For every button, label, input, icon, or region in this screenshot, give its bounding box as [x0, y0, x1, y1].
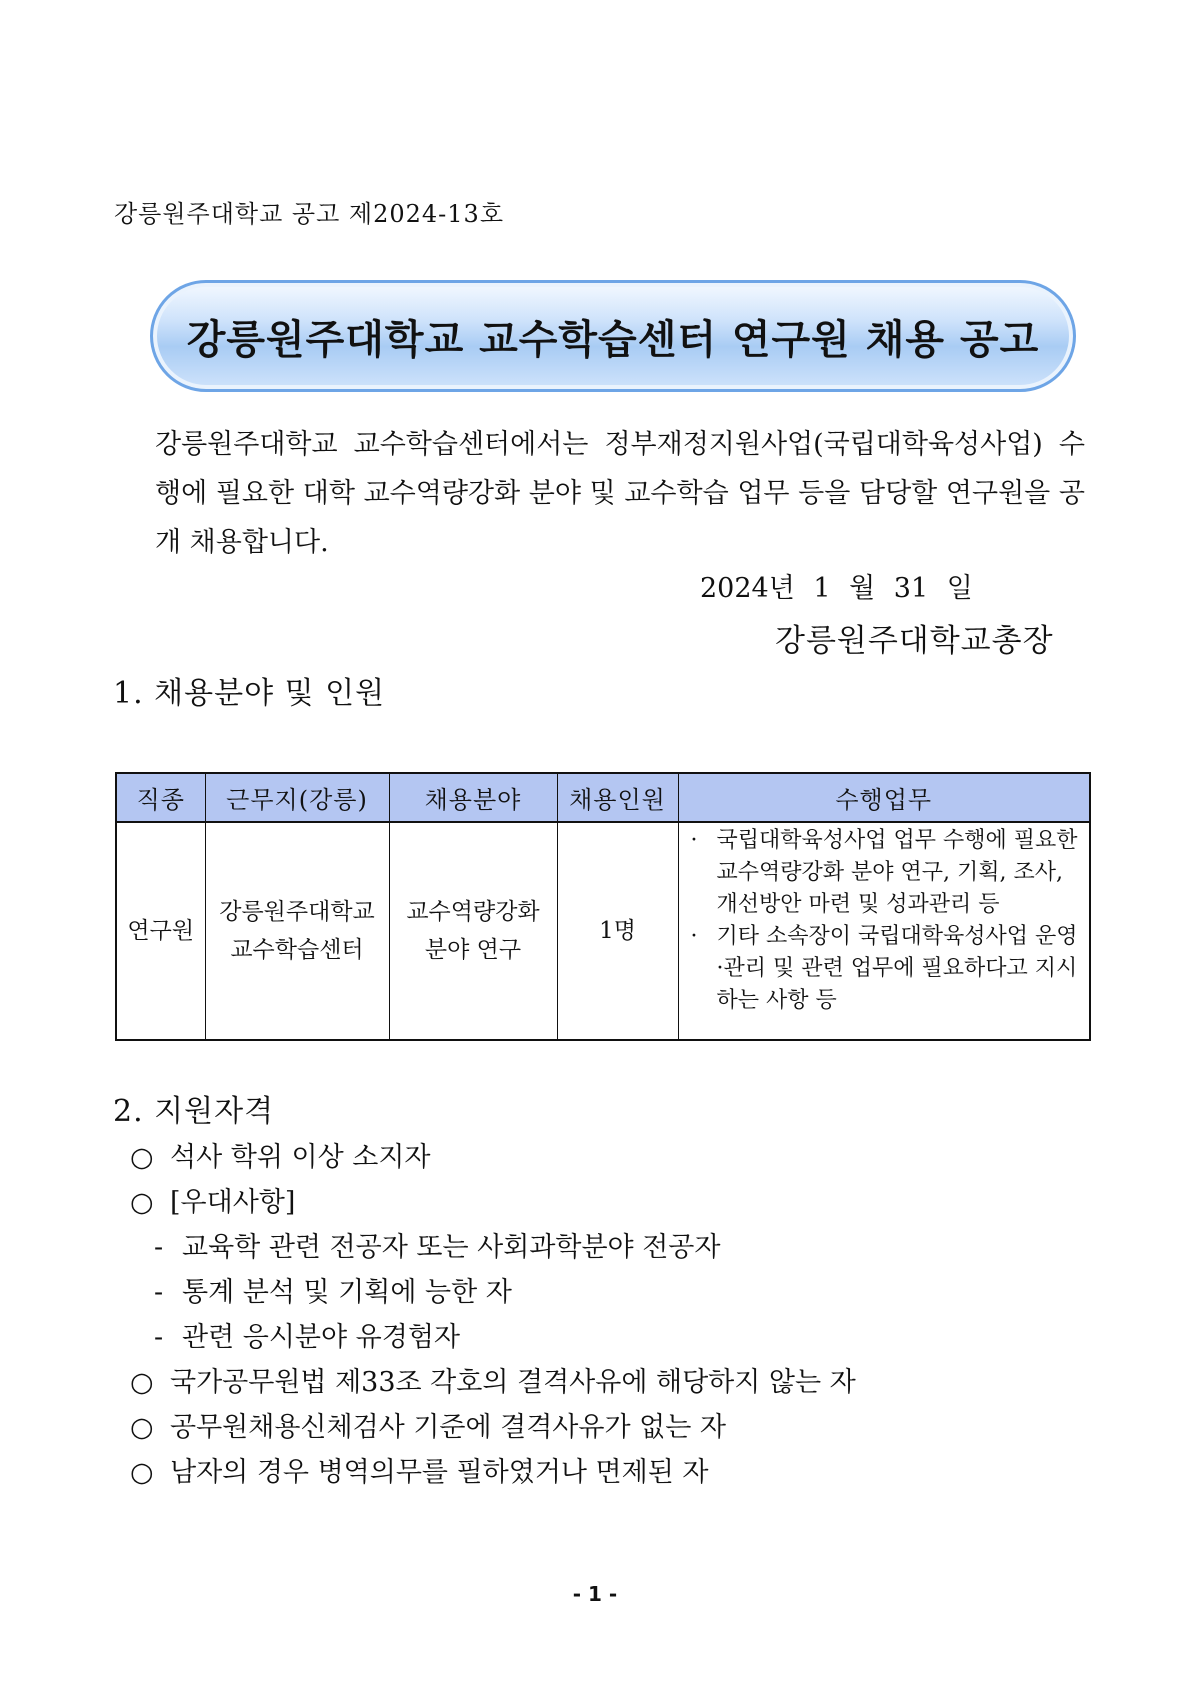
notice-number: 강릉원주대학교 공고 제2024-13호 [114, 200, 505, 228]
table-header-cell: 직종 [116, 773, 205, 822]
qualification-text: 통계 분석 및 기획에 능한 자 [182, 1277, 512, 1308]
table-row [116, 822, 1090, 1040]
qualification-text: 교육학 관련 전공자 또는 사회과학분야 전공자 [182, 1232, 721, 1263]
list-item [130, 1270, 1030, 1315]
duty-item [691, 825, 1082, 921]
circle-marker-icon: ○ [130, 1412, 154, 1443]
list-item [130, 1405, 1030, 1450]
qualification-text: 국가공무원법 제33조 각호의 결격사유에 해당하지 않는 자 [170, 1367, 856, 1398]
workplace-line: 강릉원주대학교 [219, 899, 375, 925]
title-banner [150, 280, 1076, 392]
qualification-text: 석사 학위 이상 소지자 [170, 1142, 431, 1173]
dash-marker-icon: - [154, 1322, 164, 1353]
signer: 강릉원주대학교총장 [775, 623, 1054, 659]
table-header-cell: 채용분야 [389, 773, 557, 822]
list-item [130, 1135, 1030, 1180]
circle-marker-icon: ○ [130, 1457, 154, 1488]
dash-marker-icon: - [154, 1232, 164, 1263]
table-header-cell: 수행업무 [678, 773, 1090, 822]
field-cell [389, 822, 557, 1040]
job-type-cell: 연구원 [116, 822, 205, 1040]
circle-marker-icon: ○ [130, 1187, 154, 1218]
intro-paragraph: 강릉원주대학교 교수학습센터에서는 정부재정지원사업(국립대학육성사업) 수행에 필요한 대학 교수역량강화 분야 및 교수학습 업무 등을 담당할 연구원을 공개 채용합니다. [155, 429, 1085, 558]
table-header-cell: 근무지(강릉) [205, 773, 389, 822]
duty-text: 국립대학육성사업 업무 수행에 필요한 교수역량강화 분야 연구, 기획, 조사, 개선방안 마련 및 성과관리 등 [716, 828, 1078, 917]
field-line: 분야 연구 [424, 937, 522, 963]
page-number: - 1 - [572, 1582, 618, 1606]
list-item [130, 1225, 1030, 1270]
announcement-date: 2024년 1 월 31 일 [700, 573, 973, 604]
workplace-cell [205, 822, 389, 1040]
circle-marker-icon: ○ [130, 1142, 154, 1173]
table-header-cell: 채용인원 [557, 773, 678, 822]
duties-cell [678, 822, 1090, 1040]
section-heading-recruitment: 1. 채용분야 및 인원 [113, 676, 386, 711]
list-item [130, 1450, 1030, 1495]
circle-marker-icon: ○ [130, 1367, 154, 1398]
bullet-icon: · [690, 828, 698, 853]
duty-text: 기타 소속장이 국립대학육성사업 운영·관리 및 관련 업무에 필요하다고 지시하는 사항 등 [716, 924, 1078, 1013]
page-title: 강릉원주대학교 교수학습센터 연구원 채용 공고 [186, 316, 1040, 363]
duty-item [691, 921, 1082, 1017]
field-line: 교수역량강화 [406, 899, 540, 925]
qualification-list [130, 1135, 1030, 1495]
headcount-cell: 1명 [557, 822, 678, 1040]
recruitment-table [115, 772, 1091, 1041]
list-item [130, 1315, 1030, 1360]
list-item [130, 1360, 1030, 1405]
dash-marker-icon: - [154, 1277, 164, 1308]
qualification-text: [우대사항] [170, 1187, 296, 1218]
qualification-text: 남자의 경우 병역의무를 필하였거나 면제된 자 [170, 1457, 709, 1488]
workplace-line: 교수학습센터 [230, 937, 364, 963]
section-heading-qualifications: 2. 지원자격 [113, 1094, 275, 1129]
bullet-icon: · [690, 924, 698, 949]
table-header-row [116, 773, 1090, 822]
list-item [130, 1180, 1030, 1225]
qualification-text: 관련 응시분야 유경험자 [182, 1322, 460, 1353]
qualification-text: 공무원채용신체검사 기준에 결격사유가 없는 자 [170, 1412, 726, 1443]
